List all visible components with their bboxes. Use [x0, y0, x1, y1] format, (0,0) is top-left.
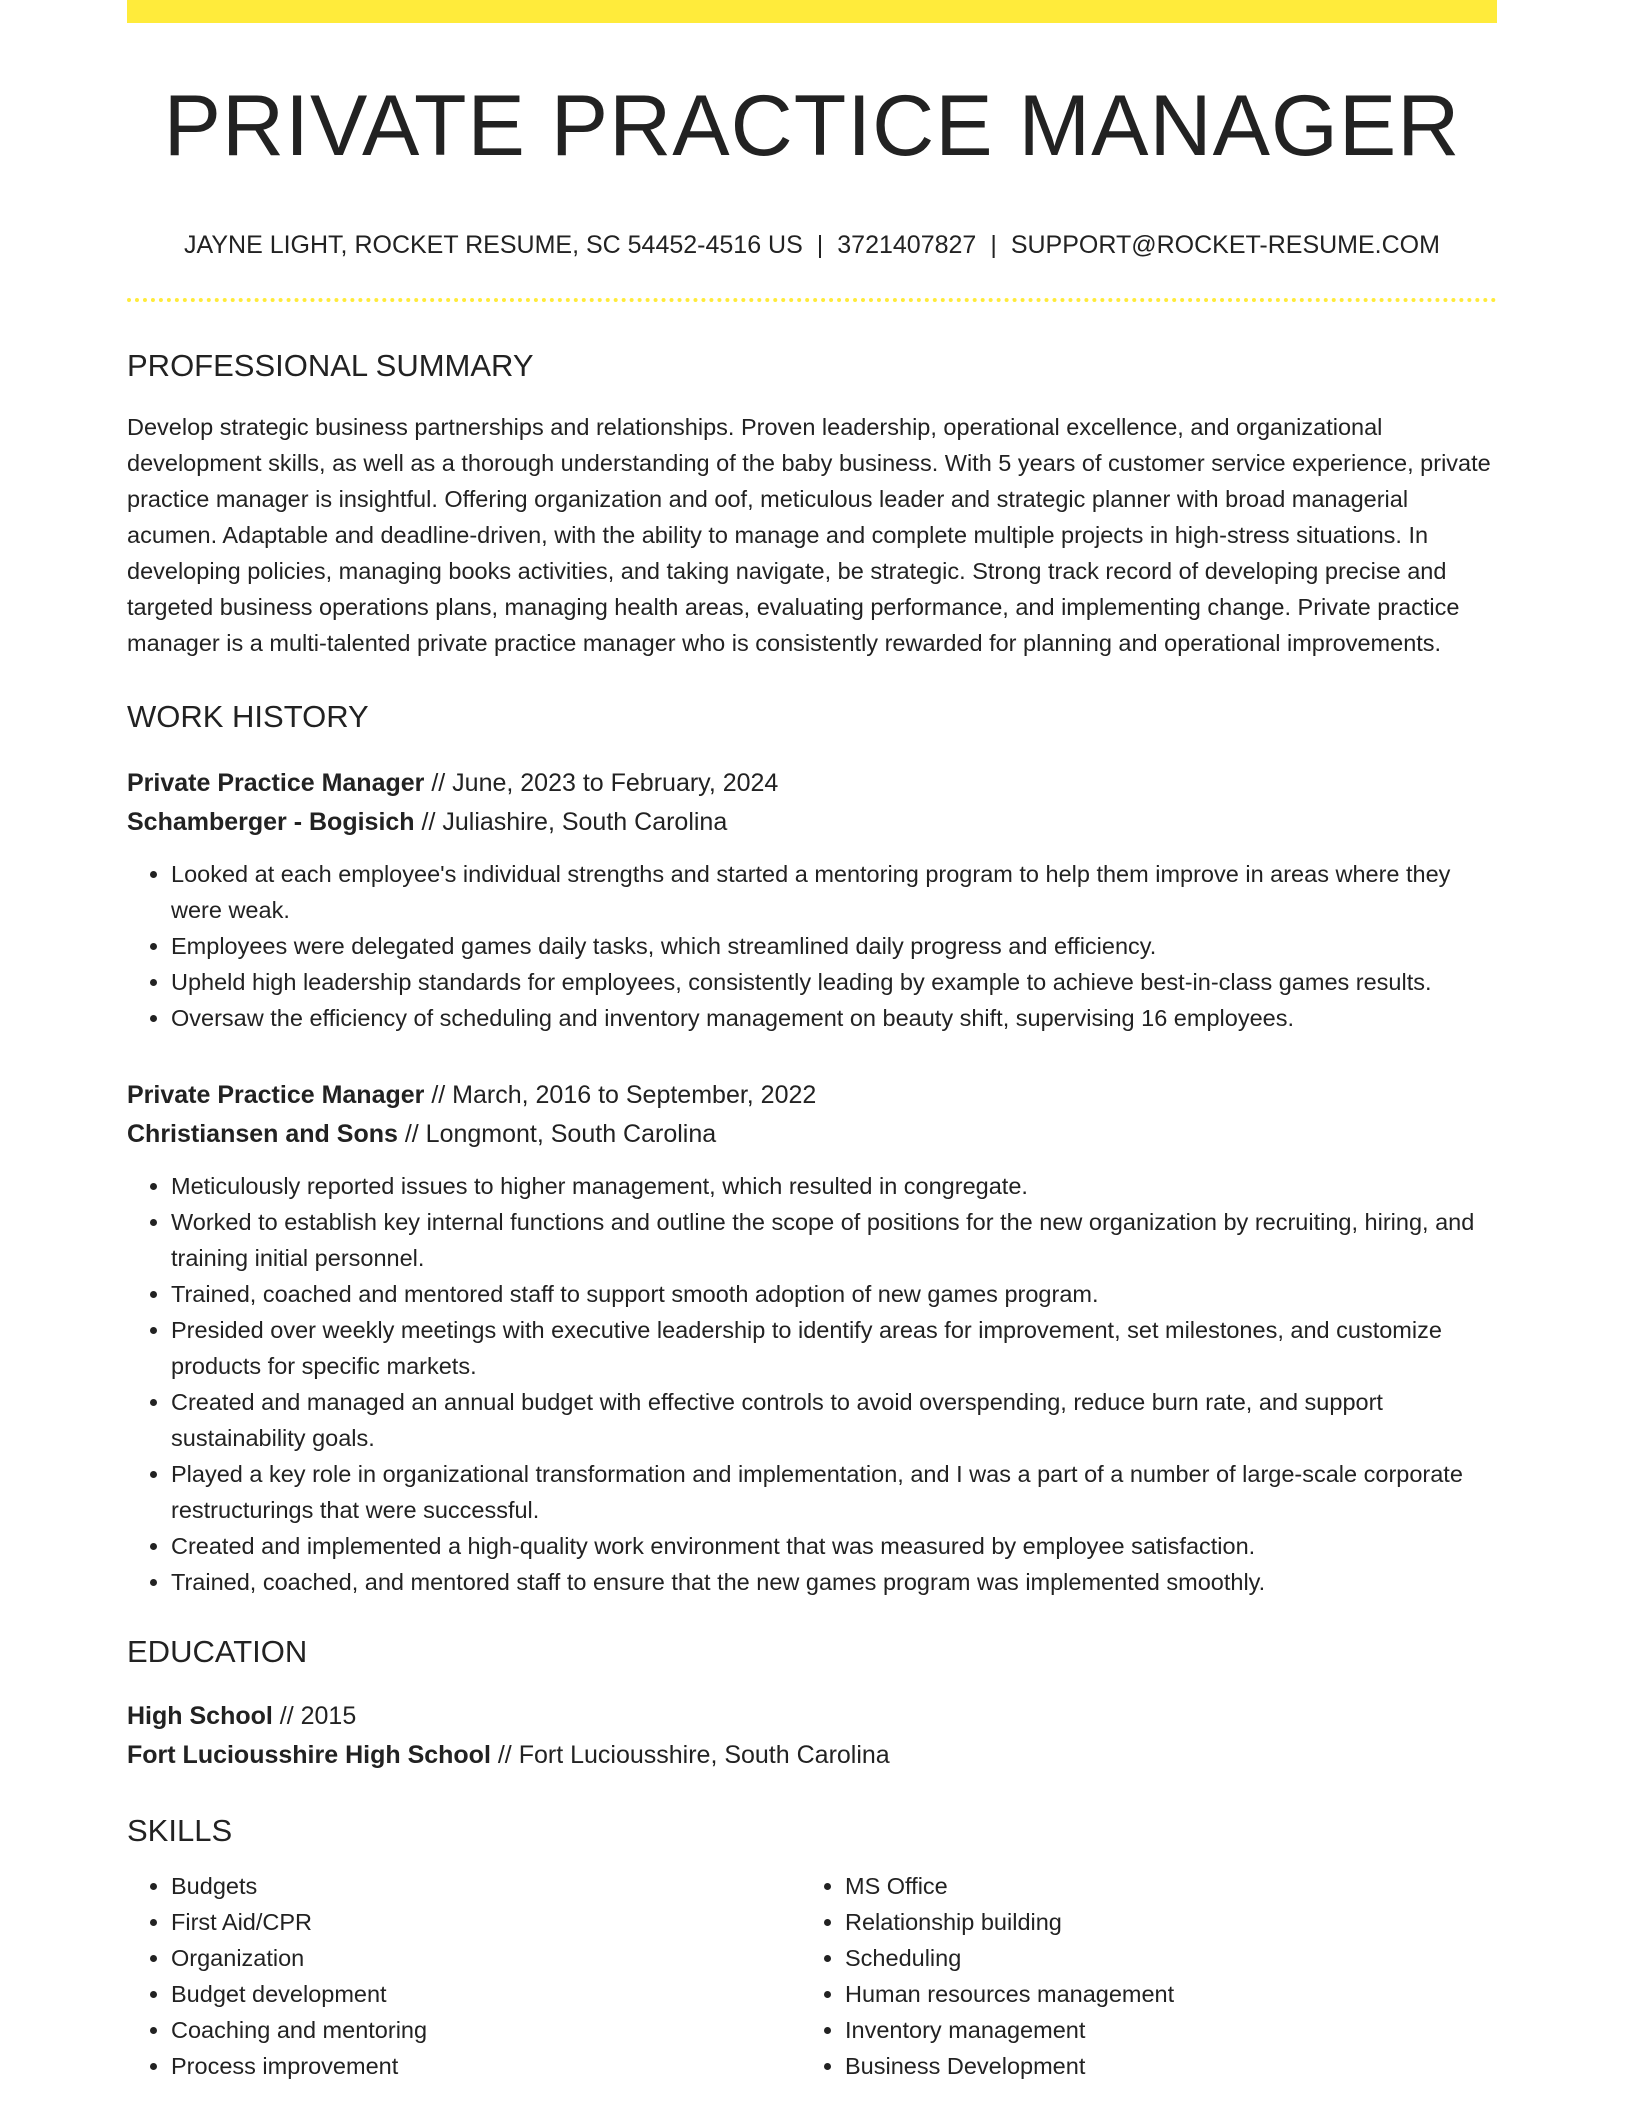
job-bullet: • Upheld high leadership standards for employees, consistently leading by example to achieve best-in-class games results. — [171, 964, 1497, 1000]
job-bullet: • Trained, coached and mentored staff to support smooth adoption of new games program. — [171, 1276, 1497, 1312]
skill-item: • Inventory management — [845, 2012, 1485, 2048]
job-bullets — [127, 1168, 1497, 1600]
resume-title: PRIVATE PRACTICE MANAGER — [163, 78, 1461, 174]
job-location: // Juliashire, South Carolina — [414, 808, 728, 836]
resume-page — [127, 0, 1497, 2084]
job-location: // Longmont, South Carolina — [397, 1120, 717, 1148]
skill-item: • Relationship building — [845, 1904, 1485, 1940]
education-degree-line — [127, 1697, 1497, 1736]
skill-item: • Business Development — [845, 2048, 1485, 2084]
contact-line — [127, 233, 1497, 258]
skills-list-right — [801, 1868, 1485, 2084]
education-year: // 2015 — [272, 1702, 357, 1730]
skill-item: • Budget development — [171, 1976, 801, 2012]
accent-bar — [127, 0, 1497, 23]
education-school: Fort Luciousshire High School — [127, 1741, 491, 1769]
job-dates: // June, 2023 to February, 2024 — [424, 769, 779, 797]
job-company-line — [127, 803, 1497, 842]
job-bullet: • Played a key role in organizational transformation and implementation, and I was a part of a number of large-scale corporate restructurings that were successful. — [171, 1456, 1497, 1528]
header-divider — [127, 298, 1497, 302]
contact-address: JAYNE LIGHT, ROCKET RESUME, SC 54452-4516 US — [184, 231, 803, 259]
education-entry — [127, 1697, 1497, 1775]
skill-item: • Budgets — [171, 1868, 801, 1904]
job-role-line — [127, 1076, 1497, 1115]
job-bullet: • Created and implemented a high-quality work environment that was measured by employee satisfaction. — [171, 1528, 1497, 1564]
skills-heading: SKILLS — [127, 1813, 233, 1848]
job-entry — [127, 1076, 1497, 1600]
skill-item: • First Aid/CPR — [171, 1904, 801, 1940]
job-bullet: • Presided over weekly meetings with executive leadership to identify areas for improvement, set milestones, and customize products for specific markets. — [171, 1312, 1497, 1384]
skills-columns — [127, 1868, 1497, 2084]
job-company: Schamberger - Bogisich — [127, 808, 415, 836]
skill-item: • MS Office — [845, 1868, 1485, 1904]
summary-text: Develop strategic business partnerships and relationships. Proven leadership, operational excellence, and organizational development skills, as well as a thorough understanding of the baby business. With 5 years of customer service experience, private practice manager is insightful. Offering organization and oof, meticulous leader and strategic planner with broad managerial acumen. Adaptable and deadline-driven, with the ability to manage and complete multiple projects in high-stress situations. In developing policies, managing books activities, and taking navigate, be strategic. Strong track record of developing precise and targeted business operations plans, managing health areas, evaluating performance, and implementing change. Private practice manager is a multi-talented private practice manager who is consistently rewarded for planning and operational improvements. — [127, 414, 1491, 656]
summary-heading: PROFESSIONAL SUMMARY — [127, 348, 534, 383]
job-bullets — [127, 856, 1497, 1036]
job-bullet: • Oversaw the efficiency of scheduling and inventory management on beauty shift, supervising 16 employees. — [171, 1000, 1497, 1036]
education-school-line — [127, 1736, 1497, 1775]
job-dates: // March, 2016 to September, 2022 — [424, 1081, 817, 1109]
contact-separator: | — [990, 231, 997, 259]
job-bullet: • Looked at each employee's individual strengths and started a mentoring program to help them improve in areas where they were weak. — [171, 856, 1497, 928]
skill-item: • Scheduling — [845, 1940, 1485, 1976]
job-bullet: • Meticulously reported issues to higher management, which resulted in congregate. — [171, 1168, 1497, 1204]
education-heading: EDUCATION — [127, 1634, 308, 1669]
job-bullet: • Trained, coached, and mentored staff to ensure that the new games program was implemented smoothly. — [171, 1564, 1497, 1600]
education-location: // Fort Luciousshire, South Carolina — [490, 1741, 890, 1769]
job-bullet: • Employees were delegated games daily tasks, which streamlined daily progress and efficiency. — [171, 928, 1497, 964]
skill-item: • Coaching and mentoring — [171, 2012, 801, 2048]
contact-separator: | — [816, 231, 824, 259]
skills-list-left — [127, 1868, 801, 2084]
contact-phone: 3721407827 — [837, 231, 977, 259]
job-bullet: • Worked to establish key internal functions and outline the scope of positions for the new organization by recruiting, hiring, and training initial personnel. — [171, 1204, 1497, 1276]
skill-item: • Human resources management — [845, 1976, 1485, 2012]
work-history-heading: WORK HISTORY — [127, 699, 369, 734]
job-bullet: • Created and managed an annual budget with effective controls to avoid overspending, reduce burn rate, and support sustainability goals. — [171, 1384, 1497, 1456]
education-degree: High School — [127, 1702, 273, 1730]
job-role: Private Practice Manager — [127, 769, 425, 797]
skill-item: • Process improvement — [171, 2048, 801, 2084]
job-role-line — [127, 764, 1497, 803]
job-company: Christiansen and Sons — [127, 1120, 398, 1148]
job-company-line — [127, 1115, 1497, 1154]
job-role: Private Practice Manager — [127, 1081, 425, 1109]
contact-email: SUPPORT@ROCKET-RESUME.COM — [1010, 231, 1440, 259]
job-entry — [127, 764, 1497, 1036]
skill-item: • Organization — [171, 1940, 801, 1976]
